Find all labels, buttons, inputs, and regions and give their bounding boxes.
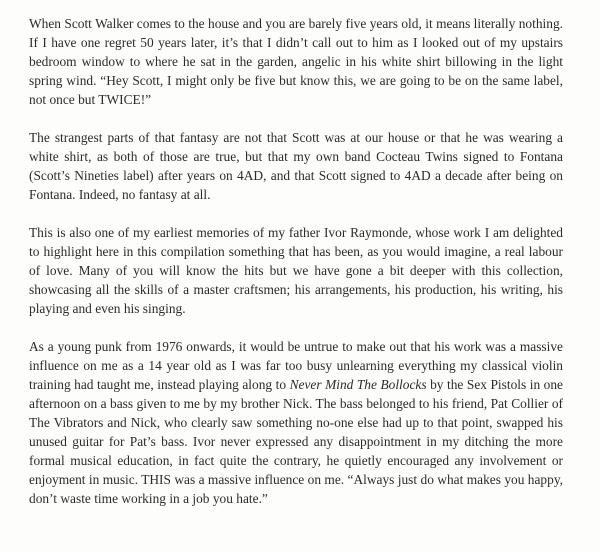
paragraph-scott-walker-visit: When Scott Walker comes to the house and you are barely five years old, it means literally nothing. If I have one regret 50 years later, it’s that I didn’t call out to him as I looked out of my upstairs bedroom window to where he sat in the garden, angelic in his white shirt billowing in the light spring wind. “Hey Scott, I might only be five but know this, we are going to be on the same label, not once but TWICE!” [29,16,563,107]
paragraph-strangest-parts: The strangest parts of that fantasy are not that Scott was at our house or that he was wearing a white shirt, as both of those are true, but that my own band Cocteau Twins signed to Fontana (Scott’s Nineties label) after years on 4AD, and that Scott signed to 4AD a decade after being on Fontana. Indeed, no fantasy at all. [29,130,563,202]
paragraph-earliest-memories: This is also one of my earliest memories of my father Ivor Raymonde, whose work I am delighted to highlight here in this compilation something that has been, as you would imagine, a real labour of love. Many of you will know the hits but we have gone a bit deeper with this collection, showcasing all the skills of a master craftsmen; his arrangements, his production, his writing, his playing and even his singing. [29,225,563,316]
paragraph-young-punk-text-start: As a young punk from 1976 onwards, it would be untrue to make out that his work was a massive influence on me as a 14 year old as I was far too busy unlearning everything my classical violin training had taught me, instead playing along to [29,339,563,392]
document-page [29,14,563,508]
paragraph-young-punk-text-end: by the Sex Pistols in one afternoon on a bass given to me by my brother Nick. The bass belonged to his friend, Pat Collier of The Vibrators and Nick, who clearly saw something no-one else had up to that point, swapped his unused guitar for Pat’s bass. Ivor never expressed any disappointment in my ditching the more formal musical education, in fact quite the contrary, he quietly encouraged any involvement or enjoyment in music. THIS was a massive influence on me. “Always just do what makes you happy, don’t waste time working in a job you hate.” [29,377,564,506]
paragraph-young-punk [29,337,563,508]
album-title: Never Mind The Bollocks [289,377,427,392]
